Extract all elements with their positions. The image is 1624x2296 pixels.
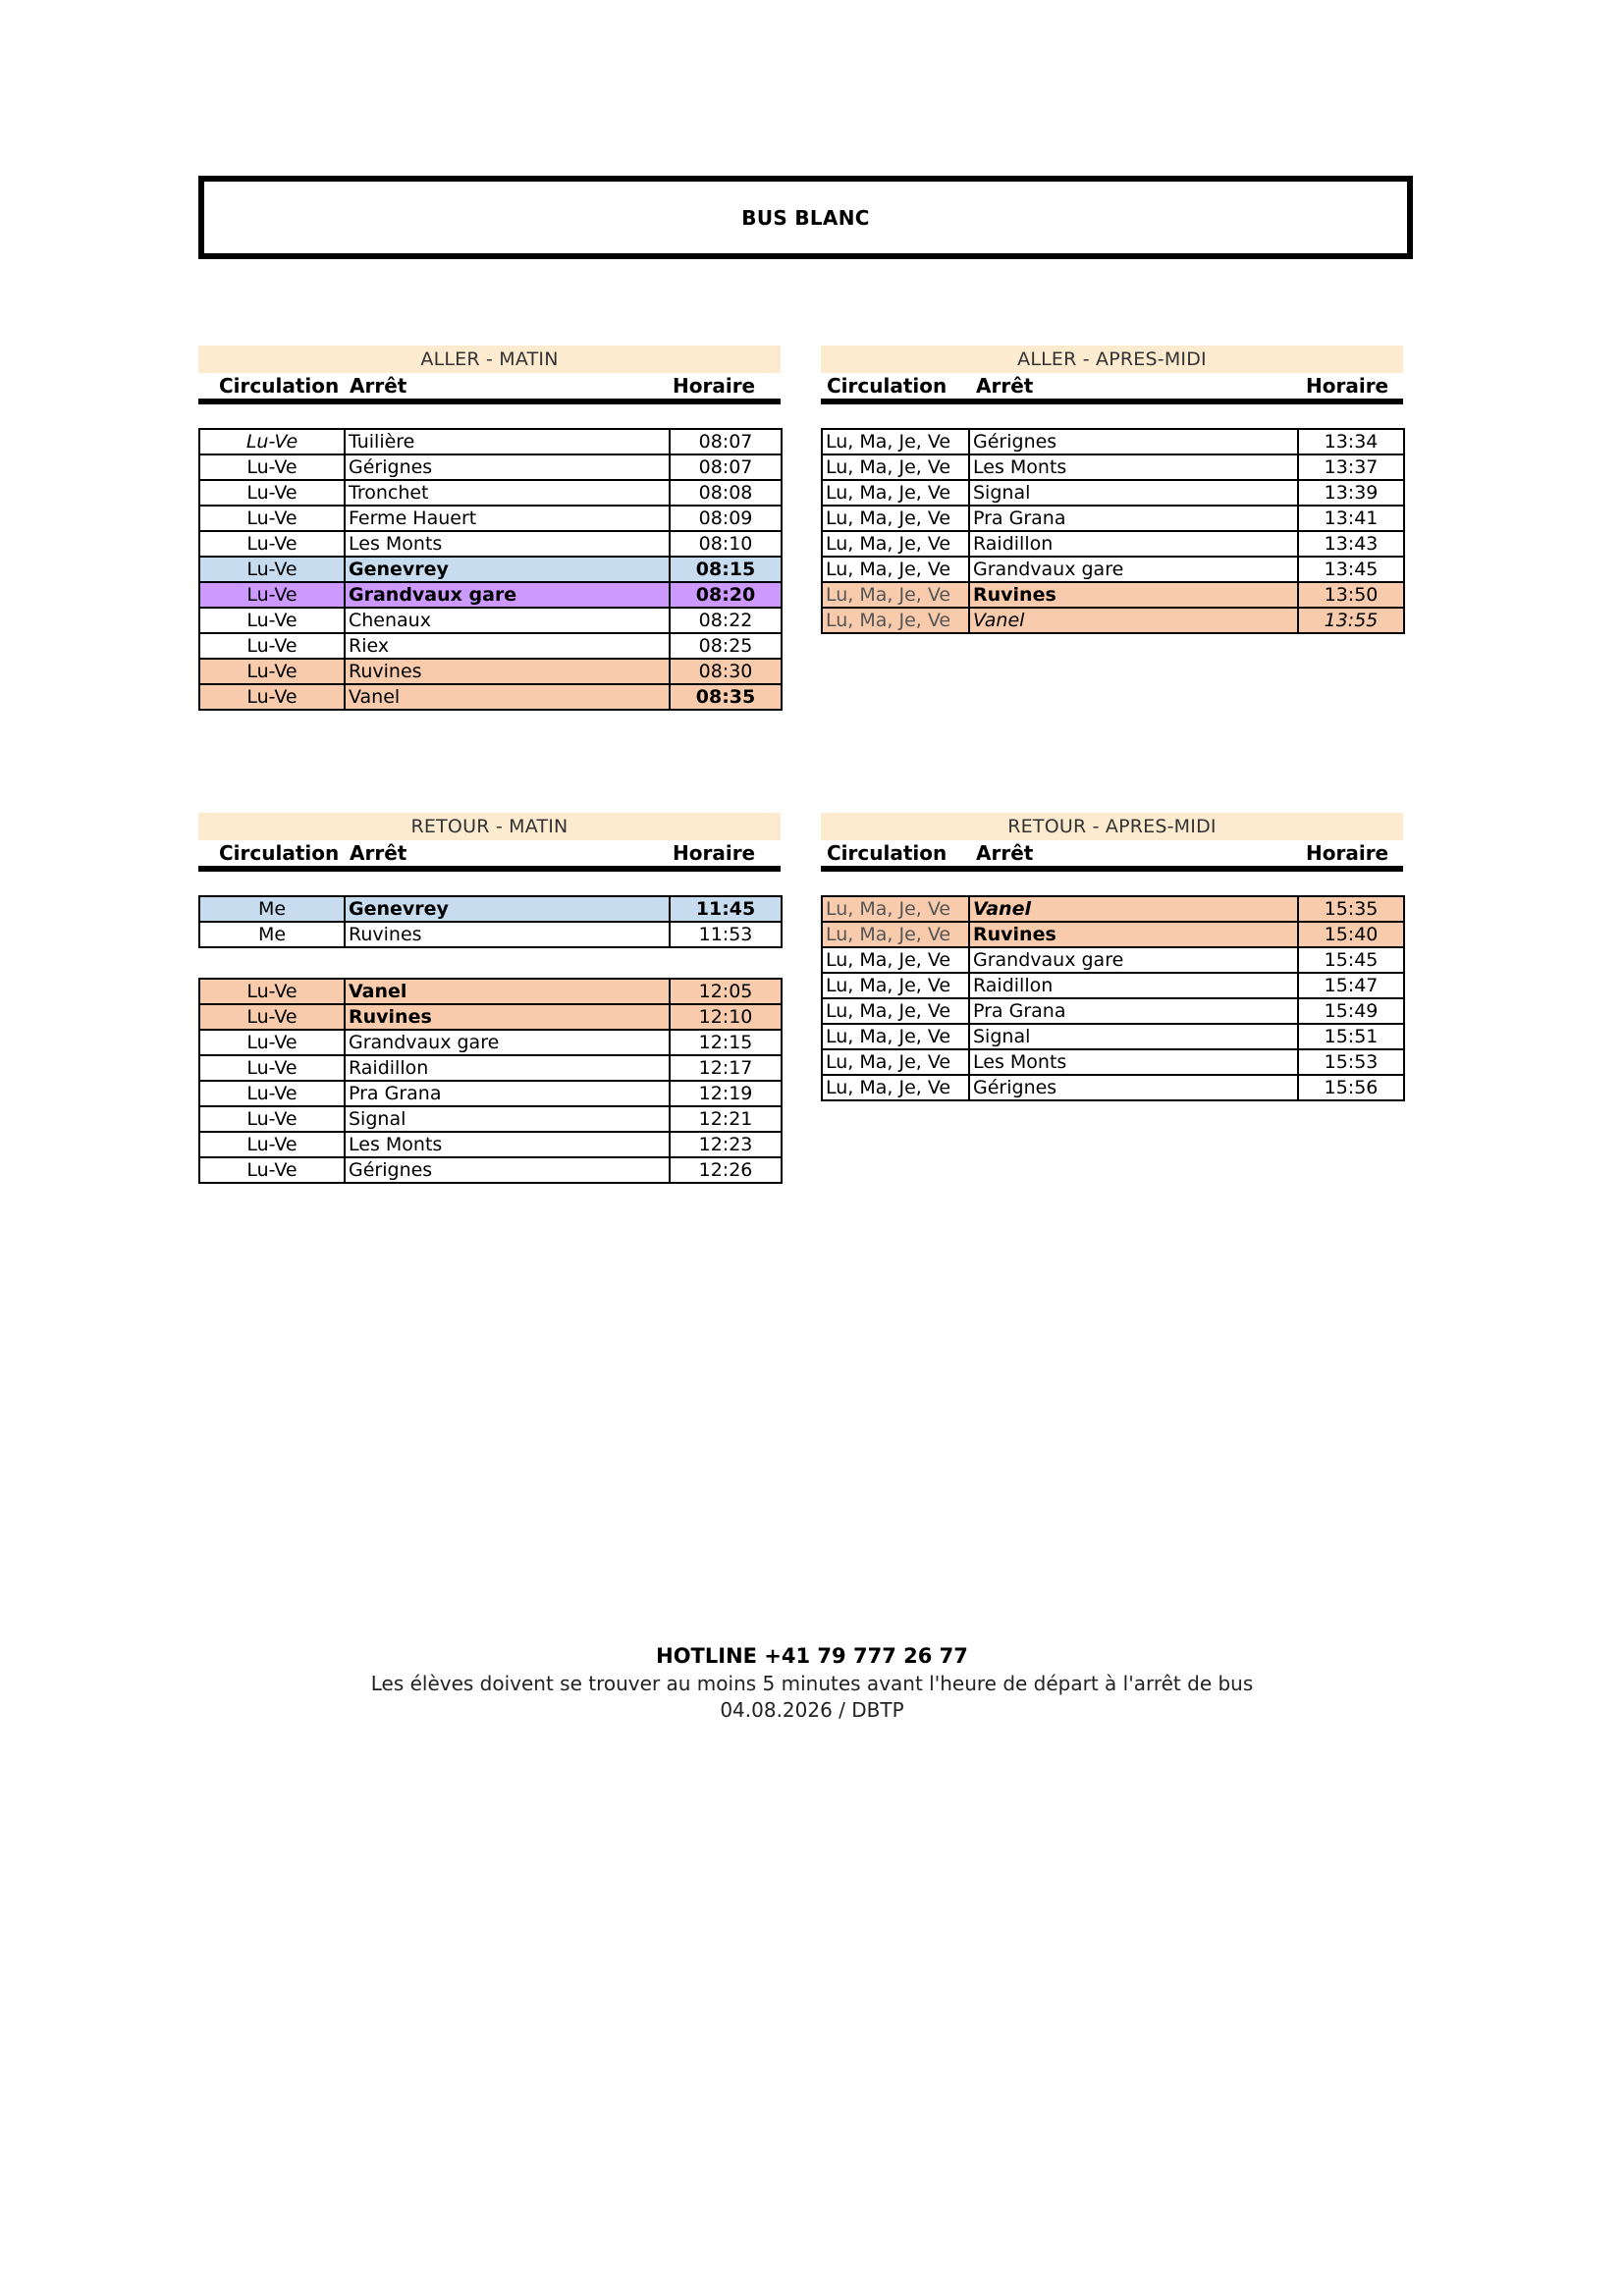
cell-horaire: 15:45 — [1298, 947, 1404, 973]
cell-arret: Ruvines — [345, 659, 670, 684]
cell-horaire: 08:20 — [670, 582, 782, 608]
cell-arret: Gérignes — [345, 454, 670, 480]
title-box — [198, 176, 1413, 259]
table-row — [822, 1049, 1404, 1075]
table-row — [822, 454, 1404, 480]
header-circulation: Circulation — [219, 374, 340, 398]
section-heading: ALLER - APRES-MIDI — [821, 346, 1403, 373]
cell-horaire: 12:15 — [670, 1030, 782, 1055]
cell-arret: Gérignes — [969, 429, 1298, 454]
cell-circulation: Lu-Ve — [199, 1081, 345, 1106]
table-row — [199, 1004, 782, 1030]
table-row — [199, 429, 782, 454]
table-row — [199, 531, 782, 557]
table-row — [822, 608, 1404, 633]
cell-horaire: 08:09 — [670, 506, 782, 531]
cell-circulation: Lu, Ma, Je, Ve — [822, 531, 969, 557]
header-circulation: Circulation — [219, 841, 340, 865]
cell-arret: Raidillon — [969, 531, 1298, 557]
section-retour-apres-midi — [821, 813, 1403, 1098]
cell-circulation: Lu-Ve — [199, 480, 345, 506]
cell-circulation: Lu-Ve — [199, 659, 345, 684]
cell-arret: Les Monts — [345, 1132, 670, 1157]
section-heading: RETOUR - MATIN — [198, 813, 781, 840]
cell-horaire: 13:55 — [1298, 608, 1404, 633]
cell-horaire: 13:41 — [1298, 506, 1404, 531]
cell-circulation: Lu-Ve — [199, 429, 345, 454]
cell-circulation: Lu-Ve — [199, 1030, 345, 1055]
cell-arret: Ruvines — [345, 1004, 670, 1030]
header-circulation: Circulation — [827, 841, 947, 865]
cell-arret: Signal — [969, 1024, 1298, 1049]
cell-arret: Pra Grana — [969, 506, 1298, 531]
cell-arret: Vanel — [345, 684, 670, 710]
header-arret: Arrêt — [976, 374, 1034, 398]
cell-horaire: 08:35 — [670, 684, 782, 710]
cell-arret: Grandvaux gare — [969, 947, 1298, 973]
cell-circulation: Lu-Ve — [199, 1157, 345, 1183]
column-headers — [198, 840, 781, 866]
table-row — [199, 480, 782, 506]
header-rule — [821, 399, 1403, 404]
cell-circulation: Lu, Ma, Je, Ve — [822, 973, 969, 998]
cell-arret: Ferme Hauert — [345, 506, 670, 531]
table-row — [822, 973, 1404, 998]
cell-circulation: Lu, Ma, Je, Ve — [822, 1049, 969, 1075]
cell-arret: Les Monts — [969, 1049, 1298, 1075]
cell-circulation: Lu, Ma, Je, Ve — [822, 1075, 969, 1100]
cell-arret: Raidillon — [969, 973, 1298, 998]
cell-circulation: Lu, Ma, Je, Ve — [822, 582, 969, 608]
table-row — [199, 1132, 782, 1157]
table-row — [199, 1030, 782, 1055]
cell-arret: Les Monts — [345, 531, 670, 557]
cell-horaire: 12:21 — [670, 1106, 782, 1132]
hotline: HOTLINE +41 79 777 26 77 — [656, 1644, 968, 1668]
cell-arret: Signal — [345, 1106, 670, 1132]
column-headers — [198, 373, 781, 399]
cell-horaire: 08:07 — [670, 454, 782, 480]
table-row — [199, 659, 782, 684]
cell-circulation: Lu, Ma, Je, Ve — [822, 429, 969, 454]
cell-horaire: 08:25 — [670, 633, 782, 659]
cell-arret: Tuilière — [345, 429, 670, 454]
cell-horaire: 08:22 — [670, 608, 782, 633]
cell-circulation: Lu-Ve — [199, 454, 345, 480]
cell-circulation: Lu-Ve — [199, 1106, 345, 1132]
table-row — [199, 1055, 782, 1081]
cell-horaire: 11:45 — [670, 896, 782, 922]
table-row — [199, 633, 782, 659]
cell-circulation: Lu, Ma, Je, Ve — [822, 480, 969, 506]
cell-arret: Genevrey — [345, 557, 670, 582]
cell-circulation: Lu-Ve — [199, 608, 345, 633]
cell-horaire: 15:47 — [1298, 973, 1404, 998]
cell-circulation: Lu, Ma, Je, Ve — [822, 506, 969, 531]
cell-arret: Tronchet — [345, 480, 670, 506]
table-row — [199, 684, 782, 710]
cell-horaire: 15:51 — [1298, 1024, 1404, 1049]
cell-circulation: Lu, Ma, Je, Ve — [822, 1024, 969, 1049]
cell-horaire: 12:05 — [670, 979, 782, 1004]
table-row — [199, 1106, 782, 1132]
table-row — [199, 979, 782, 1004]
cell-circulation: Lu, Ma, Je, Ve — [822, 896, 969, 922]
cell-horaire: 11:53 — [670, 922, 782, 947]
header-rule — [821, 866, 1403, 872]
cell-arret: Ruvines — [969, 922, 1298, 947]
cell-horaire: 15:49 — [1298, 998, 1404, 1024]
table-row — [822, 506, 1404, 531]
cell-horaire: 15:40 — [1298, 922, 1404, 947]
header-horaire: Horaire — [673, 374, 756, 398]
cell-horaire: 15:56 — [1298, 1075, 1404, 1100]
table-row — [822, 1075, 1404, 1100]
column-headers — [821, 373, 1403, 399]
table-row — [822, 1024, 1404, 1049]
cell-horaire: 08:15 — [670, 557, 782, 582]
cell-arret: Pra Grana — [969, 998, 1298, 1024]
cell-arret: Ruvines — [969, 582, 1298, 608]
header-arret: Arrêt — [350, 374, 407, 398]
cell-horaire: 12:26 — [670, 1157, 782, 1183]
table-row — [822, 582, 1404, 608]
table-row — [822, 947, 1404, 973]
cell-horaire: 12:17 — [670, 1055, 782, 1081]
footer-note: Les élèves doivent se trouver au moins 5 minutes avant l'heure de départ à l'arrêt de bus — [370, 1672, 1254, 1695]
cell-arret: Riex — [345, 633, 670, 659]
table-row — [822, 922, 1404, 947]
cell-horaire: 12:19 — [670, 1081, 782, 1106]
cell-horaire: 13:45 — [1298, 557, 1404, 582]
header-arret: Arrêt — [350, 841, 407, 865]
cell-horaire: 08:08 — [670, 480, 782, 506]
cell-circulation: Lu, Ma, Je, Ve — [822, 454, 969, 480]
cell-arret: Gérignes — [969, 1075, 1298, 1100]
table-row — [199, 454, 782, 480]
cell-arret: Vanel — [969, 608, 1298, 633]
timetable — [198, 978, 783, 1184]
cell-circulation: Lu-Ve — [199, 684, 345, 710]
header-arret: Arrêt — [976, 841, 1034, 865]
header-rule — [198, 399, 781, 404]
cell-circulation: Lu-Ve — [199, 1132, 345, 1157]
section-retour-matin — [198, 813, 781, 1181]
cell-horaire: 15:53 — [1298, 1049, 1404, 1075]
header-horaire: Horaire — [1306, 374, 1389, 398]
cell-arret: Vanel — [969, 896, 1298, 922]
cell-circulation: Lu-Ve — [199, 979, 345, 1004]
table-row — [822, 480, 1404, 506]
cell-arret: Genevrey — [345, 896, 670, 922]
table-row — [822, 998, 1404, 1024]
table-row — [199, 1157, 782, 1183]
header-horaire: Horaire — [673, 841, 756, 865]
cell-circulation: Lu-Ve — [199, 506, 345, 531]
cell-arret: Grandvaux gare — [345, 1030, 670, 1055]
section-heading: RETOUR - APRES-MIDI — [821, 813, 1403, 840]
cell-circulation: Lu-Ve — [199, 531, 345, 557]
cell-circulation: Lu, Ma, Je, Ve — [822, 608, 969, 633]
table-row — [199, 1081, 782, 1106]
cell-arret: Vanel — [345, 979, 670, 1004]
cell-arret: Grandvaux gare — [969, 557, 1298, 582]
section-aller-matin — [198, 346, 781, 708]
cell-arret: Signal — [969, 480, 1298, 506]
cell-horaire: 13:43 — [1298, 531, 1404, 557]
header-rule — [198, 866, 781, 872]
cell-horaire: 13:37 — [1298, 454, 1404, 480]
cell-arret: Pra Grana — [345, 1081, 670, 1106]
section-heading: ALLER - MATIN — [198, 346, 781, 373]
table-row — [822, 531, 1404, 557]
cell-circulation: Lu-Ve — [199, 1055, 345, 1081]
table-row — [199, 557, 782, 582]
cell-circulation: Lu-Ve — [199, 633, 345, 659]
timetable — [198, 895, 783, 948]
cell-arret: Chenaux — [345, 608, 670, 633]
table-row — [199, 896, 782, 922]
timetable — [198, 428, 783, 711]
cell-circulation: Lu-Ve — [199, 582, 345, 608]
page-title: BUS BLANC — [741, 205, 870, 230]
header-horaire: Horaire — [1306, 841, 1389, 865]
cell-horaire: 08:30 — [670, 659, 782, 684]
cell-circulation: Lu, Ma, Je, Ve — [822, 947, 969, 973]
cell-arret: Gérignes — [345, 1157, 670, 1183]
cell-circulation: Lu, Ma, Je, Ve — [822, 998, 969, 1024]
cell-circulation: Lu, Ma, Je, Ve — [822, 922, 969, 947]
column-headers — [821, 840, 1403, 866]
cell-arret: Les Monts — [969, 454, 1298, 480]
cell-horaire: 13:39 — [1298, 480, 1404, 506]
table-row — [199, 608, 782, 633]
cell-horaire: 15:35 — [1298, 896, 1404, 922]
cell-horaire: 13:50 — [1298, 582, 1404, 608]
timetable — [821, 428, 1405, 634]
table-row — [822, 557, 1404, 582]
table-row — [822, 429, 1404, 454]
footer-date: 04.08.2026 / DBTP — [720, 1698, 904, 1722]
header-circulation: Circulation — [827, 374, 947, 398]
cell-circulation: Lu-Ve — [199, 1004, 345, 1030]
table-row — [199, 922, 782, 947]
cell-horaire: 12:23 — [670, 1132, 782, 1157]
cell-horaire: 08:07 — [670, 429, 782, 454]
table-row — [199, 582, 782, 608]
cell-arret: Raidillon — [345, 1055, 670, 1081]
cell-horaire: 08:10 — [670, 531, 782, 557]
cell-arret: Ruvines — [345, 922, 670, 947]
section-aller-apres-midi — [821, 346, 1403, 631]
cell-circulation: Lu-Ve — [199, 557, 345, 582]
table-row — [822, 896, 1404, 922]
cell-horaire: 12:10 — [670, 1004, 782, 1030]
cell-circulation: Me — [199, 922, 345, 947]
cell-arret: Grandvaux gare — [345, 582, 670, 608]
cell-horaire: 13:34 — [1298, 429, 1404, 454]
cell-circulation: Lu, Ma, Je, Ve — [822, 557, 969, 582]
table-row — [199, 506, 782, 531]
cell-circulation: Me — [199, 896, 345, 922]
timetable — [821, 895, 1405, 1101]
